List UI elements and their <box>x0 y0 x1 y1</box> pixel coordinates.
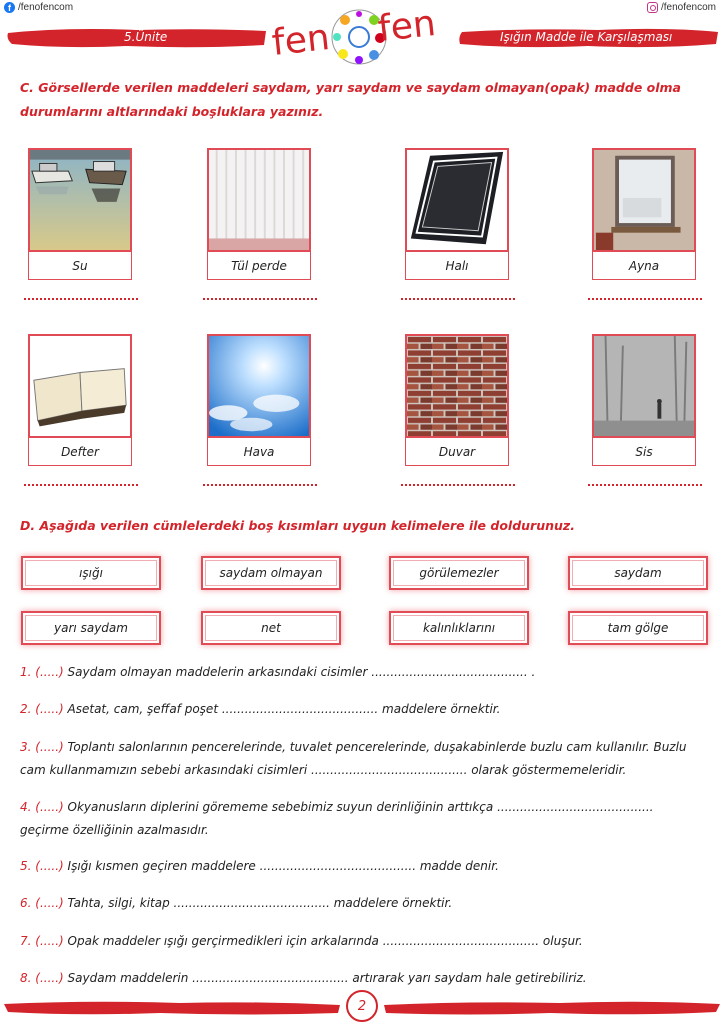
question-number[interactable]: 1. (.....) <box>20 665 64 679</box>
material-label: Tül perde <box>207 252 311 280</box>
question-text: Tahta, silgi, kitap ......................................... maddelere örnektir. <box>67 896 453 910</box>
answer-blank[interactable] <box>401 484 515 486</box>
question-number[interactable]: 4. (.....) <box>20 800 64 814</box>
question-number[interactable]: 6. (.....) <box>20 896 64 910</box>
wall-mirror-image <box>592 148 696 252</box>
question-text: Saydam olmayan maddelerin arkasındaki cisimler ......................................... . <box>67 665 536 679</box>
question-5 <box>20 855 704 878</box>
word-box: kalınlıklarını <box>389 611 529 645</box>
question-text: Opak maddeler ışığı gerçirmedikleri için arkalarında ......................................... oluşur. <box>67 934 583 948</box>
question-8 <box>20 967 704 990</box>
word-box: yarı saydam <box>21 611 161 645</box>
fenofen-logo <box>268 2 462 70</box>
material-label: Ayna <box>592 252 696 280</box>
material-card-ayna <box>592 148 696 280</box>
word-box: tam gölge <box>568 611 708 645</box>
question-text: Asetat, cam, şeffaf poşet ......................................... maddelere örnektir. <box>67 702 501 716</box>
question-number[interactable]: 8. (.....) <box>20 971 64 985</box>
question-number[interactable]: 7. (.....) <box>20 934 64 948</box>
material-card-tul-perde <box>207 148 311 280</box>
question-text: Işığı kısmen geçiren maddelere ......................................... madde denir. <box>67 859 499 873</box>
black-rug-image <box>405 148 509 252</box>
unit-banner <box>6 27 268 49</box>
material-label: Sis <box>592 438 696 466</box>
material-label: Duvar <box>405 438 509 466</box>
logo-text-left: fen <box>270 17 332 64</box>
answer-blank[interactable] <box>24 298 138 300</box>
answer-blank[interactable] <box>588 298 702 300</box>
question-number[interactable]: 2. (.....) <box>20 702 64 716</box>
answer-blank[interactable] <box>401 298 515 300</box>
sheer-curtain-image <box>207 148 311 252</box>
facebook-handle: /fenofencom <box>18 2 74 13</box>
logo-text-right: fen <box>376 3 438 50</box>
question-3 <box>20 736 704 782</box>
material-label: Defter <box>28 438 132 466</box>
question-text: Toplantı salonlarının pencerelerinde, tuvalet pencerelerinde, duşakabinlerde buzlu cam kullanılır. Buzlu cam kullanmamızın sebebi arkasındaki cisimleri ......................................... olarak göstermemeleridir. <box>20 740 687 777</box>
question-text: Okyanusların diplerini görememe sebebimiz suyun derinliğinin arttıkça ......................................... geçirme özelliğinin azalmasıdır. <box>20 800 654 837</box>
boats-on-water-image <box>28 148 132 252</box>
material-label: Su <box>28 252 132 280</box>
instagram-icon <box>647 2 658 13</box>
instagram-handle: /fenofencom <box>660 2 716 13</box>
topic-banner <box>458 27 720 49</box>
foggy-forest-image <box>592 334 696 438</box>
material-card-sis <box>592 334 696 466</box>
material-card-hava <box>207 334 311 466</box>
topic-label: Işığın Madde ile Karşılaşması <box>500 30 673 44</box>
unit-label: 5.Ünite <box>124 30 168 44</box>
section-c-title: C. Görsellerde verilen maddeleri saydam, yarı saydam ve saydam olmayan(opak) madde olma durumlarını altlarındaki boşluklara yazınız. <box>20 80 681 119</box>
section-d-title: D. Aşağıda verilen cümlelerdeki boş kısımları uygun kelimelere ile doldurunuz. <box>20 518 575 533</box>
answer-blank[interactable] <box>588 484 702 486</box>
question-text: Saydam maddelerin ......................................... artırarak yarı saydam hale getirebiliriz. <box>67 971 587 985</box>
material-label: Hava <box>207 438 311 466</box>
facebook-icon: f <box>4 2 15 13</box>
question-number[interactable]: 3. (.....) <box>20 740 64 754</box>
brick-wall-image <box>405 334 509 438</box>
answer-blank[interactable] <box>24 484 138 486</box>
question-2 <box>20 698 704 721</box>
word-box: saydam <box>568 556 708 590</box>
blue-sky-sun-image <box>207 334 311 438</box>
question-number[interactable]: 5. (.....) <box>20 859 64 873</box>
question-4 <box>20 796 704 842</box>
material-label: Halı <box>405 252 509 280</box>
answer-blank[interactable] <box>203 298 317 300</box>
question-7 <box>20 930 704 953</box>
question-6 <box>20 892 704 915</box>
material-card-defter <box>28 334 132 466</box>
open-notebook-image <box>28 334 132 438</box>
facebook-link[interactable] <box>4 2 73 13</box>
word-box: saydam olmayan <box>201 556 341 590</box>
material-card-hali <box>405 148 509 280</box>
word-box: ışığı <box>21 556 161 590</box>
question-1 <box>20 661 704 684</box>
answer-blank[interactable] <box>203 484 317 486</box>
page-number: 2 <box>346 990 378 1022</box>
word-box: görülemezler <box>389 556 529 590</box>
material-card-su <box>28 148 132 280</box>
word-box: net <box>201 611 341 645</box>
material-card-duvar <box>405 334 509 466</box>
instagram-link[interactable] <box>647 2 716 13</box>
